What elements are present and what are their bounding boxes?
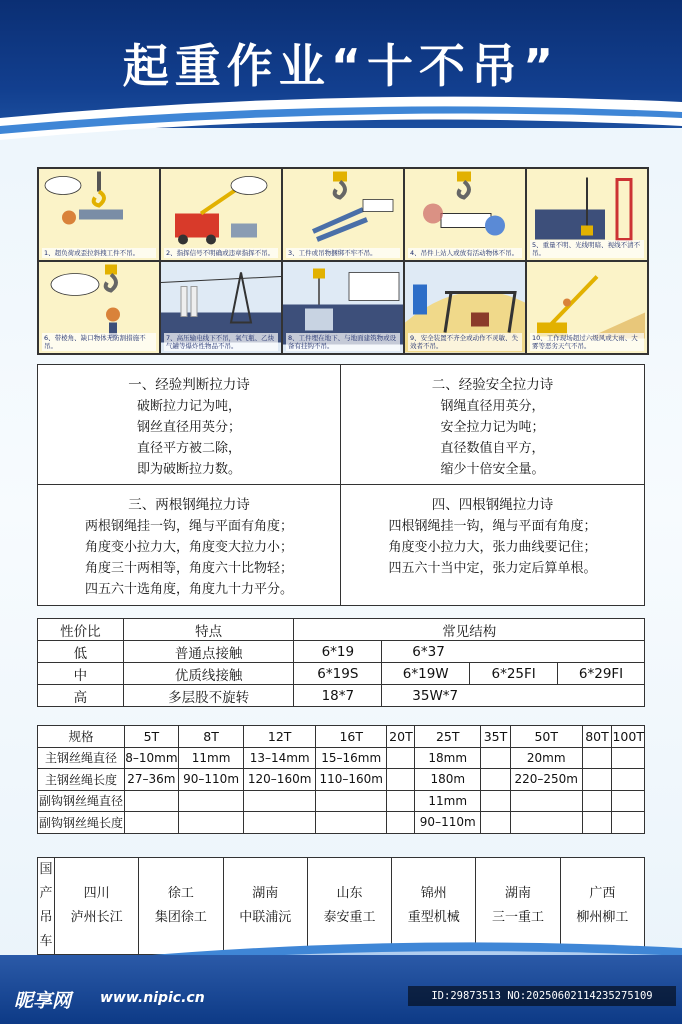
table-header-row bbox=[38, 619, 645, 641]
header-cell: 规格 bbox=[38, 726, 125, 748]
maker-region: 四川 bbox=[83, 886, 110, 901]
table-cell bbox=[124, 790, 178, 812]
grade-cell: 高 bbox=[38, 685, 124, 707]
table-row bbox=[38, 769, 645, 791]
poem-1 bbox=[38, 365, 341, 485]
table-cell bbox=[481, 769, 511, 791]
table-cell: 15–16mm bbox=[315, 747, 387, 769]
table-cell bbox=[510, 812, 582, 834]
truck-crane-icon bbox=[161, 169, 281, 260]
poem-line: 缩少十倍安全量。 bbox=[440, 462, 545, 477]
maker-name: 三一重工 bbox=[492, 910, 545, 925]
watermark-logo: 昵享网 bbox=[14, 990, 72, 1012]
header-cell: 80T bbox=[582, 726, 612, 748]
comic-panel-9 bbox=[405, 262, 525, 353]
comic-caption: 10、工作现场超过六级风或大雨、大雾等恶劣天气不吊。 bbox=[530, 333, 644, 351]
table-cell bbox=[612, 790, 645, 812]
grade-cell: 中 bbox=[38, 663, 124, 685]
feature-cell: 优质线接触 bbox=[123, 663, 294, 685]
comic-caption: 9、安全装置不齐全或动作不灵敏、失效者不吊。 bbox=[408, 333, 522, 351]
maker-name: 重型机械 bbox=[407, 910, 460, 925]
comic-panel-8 bbox=[283, 262, 403, 353]
table-cell bbox=[244, 790, 316, 812]
comic-caption: 6、带棱角、缺口物体无防割措施不吊。 bbox=[42, 333, 156, 351]
rope-structure-table bbox=[37, 618, 645, 707]
table-cell bbox=[178, 790, 244, 812]
maker-name: 泸州长江 bbox=[70, 910, 123, 925]
rope-poems-grid bbox=[37, 364, 645, 606]
hook-load-icon bbox=[405, 169, 525, 260]
header-cell: 35T bbox=[481, 726, 511, 748]
table-cell: 120–160m bbox=[244, 769, 316, 791]
poem-title: 一、经验判断拉力诗 bbox=[128, 377, 250, 393]
header-cell: 常见结构 bbox=[294, 619, 645, 641]
table-cell bbox=[582, 769, 612, 791]
table-cell bbox=[315, 812, 387, 834]
comic-caption: 7、高压输电线下不吊，氧气瓶、乙炔气罐等爆炸性物品不吊。 bbox=[164, 333, 278, 351]
structure-cell: 6*19 bbox=[294, 641, 382, 663]
comic-panel-6 bbox=[39, 262, 159, 353]
table-cell: 11mm bbox=[178, 747, 244, 769]
poem-line: 角度变小拉力大，角度变大拉力小； bbox=[84, 540, 293, 555]
table-cell: 27–36m bbox=[124, 769, 178, 791]
poem-line: 四五六十当中定，张力定后算单根。 bbox=[388, 561, 597, 576]
table-cell bbox=[582, 812, 612, 834]
label-char: 国 bbox=[39, 862, 53, 877]
poem-line: 直径数值自平方， bbox=[440, 441, 545, 456]
table-cell: 90–110m bbox=[415, 812, 481, 834]
poem-title: 四、四根钢绳拉力诗 bbox=[431, 497, 554, 513]
comic-panel-3 bbox=[283, 169, 403, 260]
structure-cell: 6*19W bbox=[382, 663, 470, 685]
table-cell bbox=[481, 812, 511, 834]
table-row bbox=[38, 790, 645, 812]
maker-name: 泰安重工 bbox=[323, 910, 376, 925]
table-row bbox=[38, 663, 645, 685]
row-label: 主钢丝绳直径 bbox=[38, 747, 125, 769]
row-label: 副钩钢丝绳长度 bbox=[38, 812, 125, 834]
table-cell: 8–10mm bbox=[124, 747, 178, 769]
header-cell: 5T bbox=[124, 726, 178, 748]
header-cell: 20T bbox=[387, 726, 415, 748]
table-cell bbox=[387, 747, 415, 769]
maker-region: 山东 bbox=[336, 886, 363, 901]
header-cell: 25T bbox=[415, 726, 481, 748]
table-cell bbox=[481, 790, 511, 812]
structure-cell: 6*25FI bbox=[470, 663, 558, 685]
table-cell bbox=[178, 812, 244, 834]
structure-cell: 35W*7 bbox=[382, 685, 645, 707]
poem-line: 两根钢绳挂一钩，绳与平面有角度； bbox=[84, 519, 293, 534]
poem-line: 安全拉力记为吨； bbox=[440, 420, 545, 435]
table-row bbox=[38, 747, 645, 769]
comic-caption: 5、重量不明、光线明暗、视线不清不吊。 bbox=[530, 240, 644, 258]
table-cell bbox=[244, 812, 316, 834]
maker-region: 徐工 bbox=[167, 886, 194, 901]
table-cell bbox=[481, 747, 511, 769]
label-char: 车 bbox=[39, 934, 53, 949]
structure-cell: 6*19S bbox=[294, 663, 382, 685]
table-cell: 11mm bbox=[415, 790, 481, 812]
table-cell bbox=[612, 747, 645, 769]
poem-line: 直径平方被二除， bbox=[136, 441, 241, 456]
table-cell: 13–14mm bbox=[244, 747, 316, 769]
row-label: 副钩钢丝绳直径 bbox=[38, 790, 125, 812]
table-cell: 220–250m bbox=[510, 769, 582, 791]
comic-panel-2 bbox=[161, 169, 281, 260]
table-cell bbox=[612, 812, 645, 834]
table-row bbox=[38, 812, 645, 834]
table-cell bbox=[510, 790, 582, 812]
maker-region: 锦州 bbox=[420, 886, 447, 901]
table-cell bbox=[387, 812, 415, 834]
table-cell bbox=[612, 769, 645, 791]
structure-cell: 6*29FI bbox=[558, 663, 645, 685]
header-cell: 100T bbox=[612, 726, 645, 748]
page-title: 起重作业“十不吊” bbox=[122, 39, 560, 93]
poem-line: 钢绳直径用英分， bbox=[440, 399, 545, 414]
poem-title: 三、两根钢绳拉力诗 bbox=[128, 497, 250, 513]
maker-region: 广西 bbox=[589, 886, 616, 901]
comic-caption: 1、超负荷或歪拉斜拽工件不吊。 bbox=[42, 248, 156, 258]
table-cell: 110–160m bbox=[315, 769, 387, 791]
comic-caption: 2、指挥信号不明确或违章指挥不吊。 bbox=[164, 248, 278, 258]
maker-region: 湖南 bbox=[505, 886, 532, 901]
table-cell bbox=[582, 747, 612, 769]
poem-line: 钢丝直径用英分； bbox=[136, 420, 241, 435]
maker-region: 湖南 bbox=[252, 886, 279, 901]
structure-cell: 18*7 bbox=[294, 685, 382, 707]
header-cell: 16T bbox=[315, 726, 387, 748]
comic-panel-1 bbox=[39, 169, 159, 260]
table-cell: 180m bbox=[415, 769, 481, 791]
comic-caption: 4、吊件上站人或放有活动物体不吊。 bbox=[408, 248, 522, 258]
header-cell: 性价比 bbox=[38, 619, 124, 641]
maker-name: 集团徐工 bbox=[154, 910, 207, 925]
poem-title: 二、经验安全拉力诗 bbox=[431, 377, 554, 393]
table-row bbox=[38, 641, 645, 663]
poem-3 bbox=[38, 485, 341, 605]
header-cell: 8T bbox=[178, 726, 244, 748]
comic-panel-10 bbox=[527, 262, 647, 353]
feature-cell: 多层股不旋转 bbox=[123, 685, 294, 707]
table-cell bbox=[387, 790, 415, 812]
table-cell bbox=[387, 769, 415, 791]
maker-name: 中联浦沅 bbox=[239, 910, 292, 925]
crane-spec-table bbox=[37, 725, 645, 834]
label-char: 产 bbox=[39, 886, 53, 901]
table-cell: 20mm bbox=[510, 747, 582, 769]
poem-line: 角度三十两相等，角度六十比物轻； bbox=[84, 561, 293, 576]
comic-caption: 8、工件埋在地下、与地面建筑物或设备有挂钩不吊。 bbox=[286, 333, 400, 351]
header-cell: 50T bbox=[510, 726, 582, 748]
poem-line: 即为破断拉力数。 bbox=[136, 462, 241, 477]
header-swoosh bbox=[0, 96, 682, 156]
grade-cell: 低 bbox=[38, 641, 124, 663]
poem-line: 四五六十选角度，角度九十力平分。 bbox=[84, 582, 293, 597]
table-row bbox=[38, 685, 645, 707]
header-cell: 特点 bbox=[123, 619, 294, 641]
comic-caption: 3、工件或吊物捆绑不牢不吊。 bbox=[286, 248, 400, 258]
table-cell: 18mm bbox=[415, 747, 481, 769]
hook-illustration-icon bbox=[39, 169, 159, 260]
table-cell bbox=[582, 790, 612, 812]
watermark-site: www.nipic.cn bbox=[100, 990, 205, 1006]
poem-line: 破断拉力记为吨， bbox=[136, 399, 241, 414]
comic-strip bbox=[37, 167, 649, 355]
poem-2 bbox=[341, 365, 644, 485]
poem-line: 角度变小拉力大，张力曲线要记住； bbox=[388, 540, 597, 555]
hook-bundle-icon bbox=[283, 169, 403, 260]
structure-cell: 6*37 bbox=[382, 641, 645, 663]
table-cell bbox=[124, 812, 178, 834]
poem-line: 四根钢绳挂一钩，绳与平面有角度； bbox=[388, 519, 597, 534]
feature-cell: 普通点接触 bbox=[123, 641, 294, 663]
row-label: 主钢丝绳长度 bbox=[38, 769, 125, 791]
table-header-row bbox=[38, 726, 645, 748]
label-char: 吊 bbox=[39, 910, 53, 925]
comic-panel-4 bbox=[405, 169, 525, 260]
poem-4 bbox=[341, 485, 644, 605]
table-cell: 90–110m bbox=[178, 769, 244, 791]
table-cell bbox=[315, 790, 387, 812]
header-cell: 12T bbox=[244, 726, 316, 748]
comic-panel-5 bbox=[527, 169, 647, 260]
maker-name: 柳州柳工 bbox=[576, 910, 629, 925]
comic-panel-7 bbox=[161, 262, 281, 353]
watermark-id: ID:29873513 NO:20250602114235275109 bbox=[408, 986, 676, 1006]
